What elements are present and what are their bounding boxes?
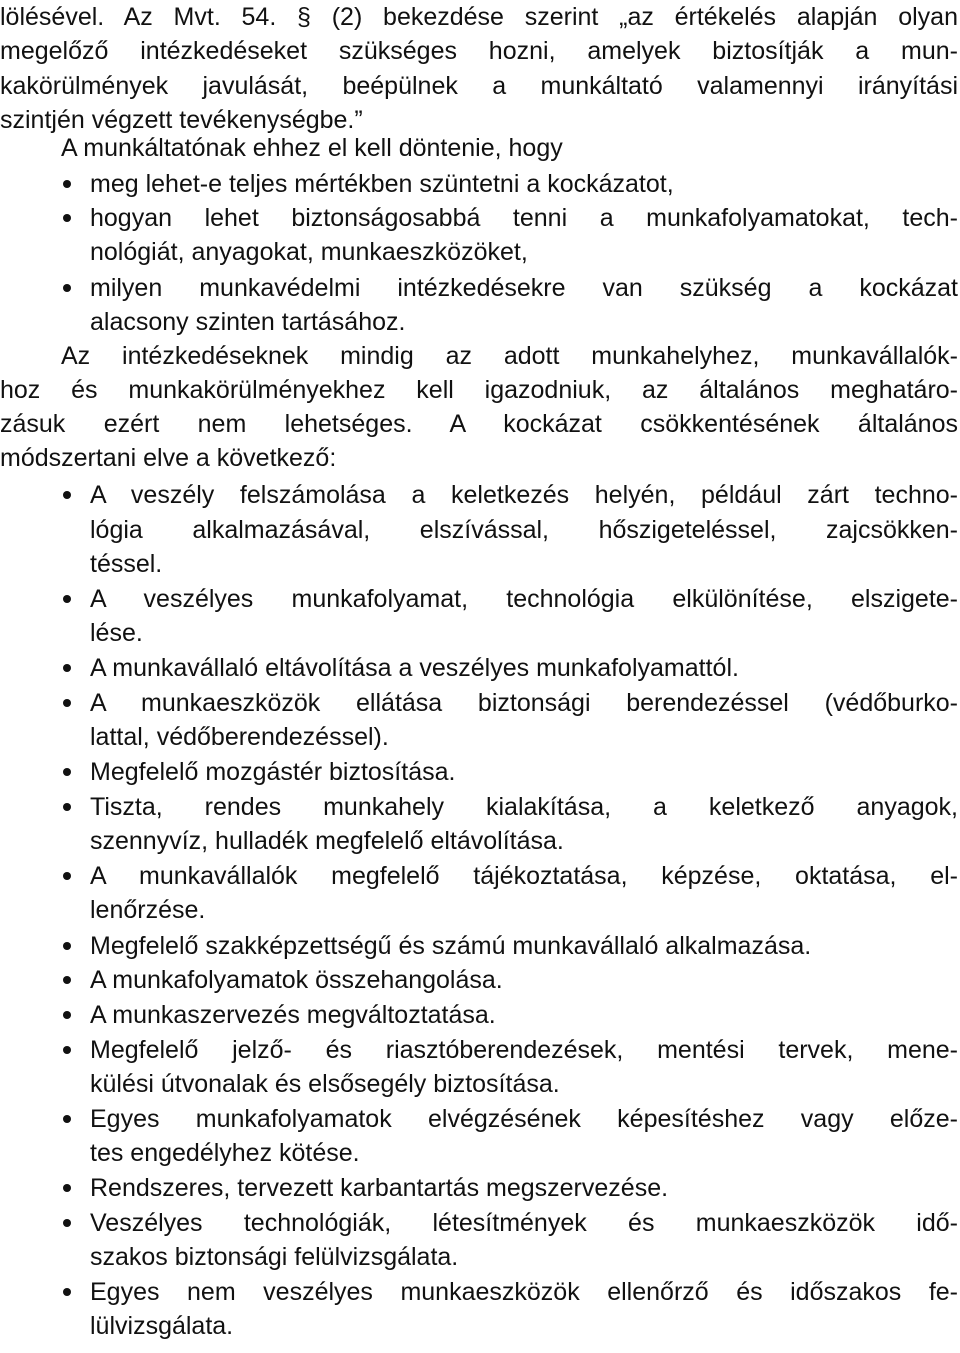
intro-line: lölésével. Az Mvt. 54. § (2) bekezdése szerint „az értékelés alapján olyan xyxy=(0,3,958,31)
decision-item-line: alacsony szinten tartásához. xyxy=(90,308,406,336)
bullet-dot xyxy=(63,491,71,499)
intro-line: kakörülmények javulását, beépülnek a munkáltató valamennyi irányítási xyxy=(0,72,958,100)
principle-item-line: Megfelelő jelző- és riasztóberendezések, mentési tervek, mene- xyxy=(90,1036,958,1064)
bullet-dot xyxy=(63,595,71,603)
bullet-dot xyxy=(63,1046,71,1054)
principle-item-line: Tiszta, rendes munkahely kialakítása, a keletkező anyagok, xyxy=(90,793,958,821)
principle-item-line: Megfelelő mozgástér biztosítása. xyxy=(90,758,456,786)
principle-item-line: A munkafolyamatok összehangolása. xyxy=(90,966,503,994)
bullet-dot xyxy=(63,803,71,811)
measures-line: Az intézkedéseknek mindig az adott munkahelyhez, munkavállalók- xyxy=(61,342,958,370)
bullet-dot xyxy=(63,942,71,950)
principle-item-line: lattal, védőberendezéssel). xyxy=(90,723,389,751)
bullet-dot xyxy=(63,284,71,292)
principle-item-line: lógia alkalmazásával, elszívással, hőszigeteléssel, zajcsökken- xyxy=(90,516,958,544)
principle-item-line: Rendszeres, tervezett karbantartás megszervezése. xyxy=(90,1174,669,1202)
bullet-dot xyxy=(63,180,71,188)
bullet-dot xyxy=(63,664,71,672)
principle-item-line: A veszélyes munkafolyamat, technológia elkülönítése, elszigete- xyxy=(90,585,958,613)
principle-item-line: lenőrzése. xyxy=(90,896,206,924)
bullet-dot xyxy=(63,699,71,707)
principle-item-line: Veszélyes technológiák, létesítmények és munkaeszközök idő- xyxy=(90,1209,958,1237)
principle-item-line: szennyvíz, hulladék megfelelő eltávolítása. xyxy=(90,827,564,855)
bullet-dot xyxy=(63,1115,71,1123)
decision-item-line: nológiát, anyagokat, munkaeszközöket, xyxy=(90,238,528,266)
measures-line: módszertani elve a következő: xyxy=(0,444,337,472)
principle-item-line: A munkavállalók megfelelő tájékoztatása, képzése, oktatása, el- xyxy=(90,862,958,890)
bullet-dot xyxy=(63,214,71,222)
bullet-dot xyxy=(63,1184,71,1192)
bullet-dot xyxy=(63,1288,71,1296)
decision-item-line: milyen munkavédelmi intézkedésekre van szükség a kockázat xyxy=(90,274,958,302)
bullet-dot xyxy=(63,872,71,880)
bullet-dot xyxy=(63,976,71,984)
principle-item-line: Egyes munkafolyamatok elvégzésének képesítéshez vagy előze- xyxy=(90,1105,958,1133)
principle-item-line: Egyes nem veszélyes munkaeszközök ellenőrző és időszakos fe- xyxy=(90,1278,958,1306)
principle-item-line: tes engedélyhez kötése. xyxy=(90,1139,360,1167)
intro-line: szintjén végzett tevékenységbe.” xyxy=(0,106,363,134)
principle-item-line: téssel. xyxy=(90,550,163,578)
principle-item-line: A munkaszervezés megváltoztatása. xyxy=(90,1001,496,1029)
principle-item-line: szakos biztonsági felülvizsgálata. xyxy=(90,1243,459,1271)
bullet-dot xyxy=(63,1011,71,1019)
bullet-dot xyxy=(63,768,71,776)
principle-item-line: lülvizsgálata. xyxy=(90,1312,234,1340)
bullet-dot xyxy=(63,1219,71,1227)
decision-lead: A munkáltatónak ehhez el kell döntenie, hogy xyxy=(61,134,563,162)
principle-item-line: A munkavállaló eltávolítása a veszélyes munkafolyamattól. xyxy=(90,654,739,682)
intro-line: megelőző intézkedéseket szükséges hozni, amelyek biztosítják a mun- xyxy=(0,37,958,65)
principle-item-line: A veszély felszámolása a keletkezés helyén, például zárt techno- xyxy=(90,481,958,509)
principle-item-line: A munkaeszközök ellátása biztonsági berendezéssel (védőburko- xyxy=(90,689,958,717)
measures-line: hoz és munkakörülményekhez kell igazodniuk, az általános meghatáro- xyxy=(0,376,958,404)
principle-item-line: lése. xyxy=(90,619,143,647)
decision-item-line: hogyan lehet biztonságosabbá tenni a munkafolyamatokat, tech- xyxy=(90,204,958,232)
measures-line: zásuk ezért nem lehetséges. A kockázat csökkentésének általános xyxy=(0,410,958,438)
principle-item-line: Megfelelő szakképzettségű és számú munkavállaló alkalmazása. xyxy=(90,932,812,960)
decision-item-line: meg lehet-e teljes mértékben szüntetni a kockázatot, xyxy=(90,170,674,198)
principle-item-line: külési útvonalak és elsősegély biztosítása. xyxy=(90,1070,560,1098)
